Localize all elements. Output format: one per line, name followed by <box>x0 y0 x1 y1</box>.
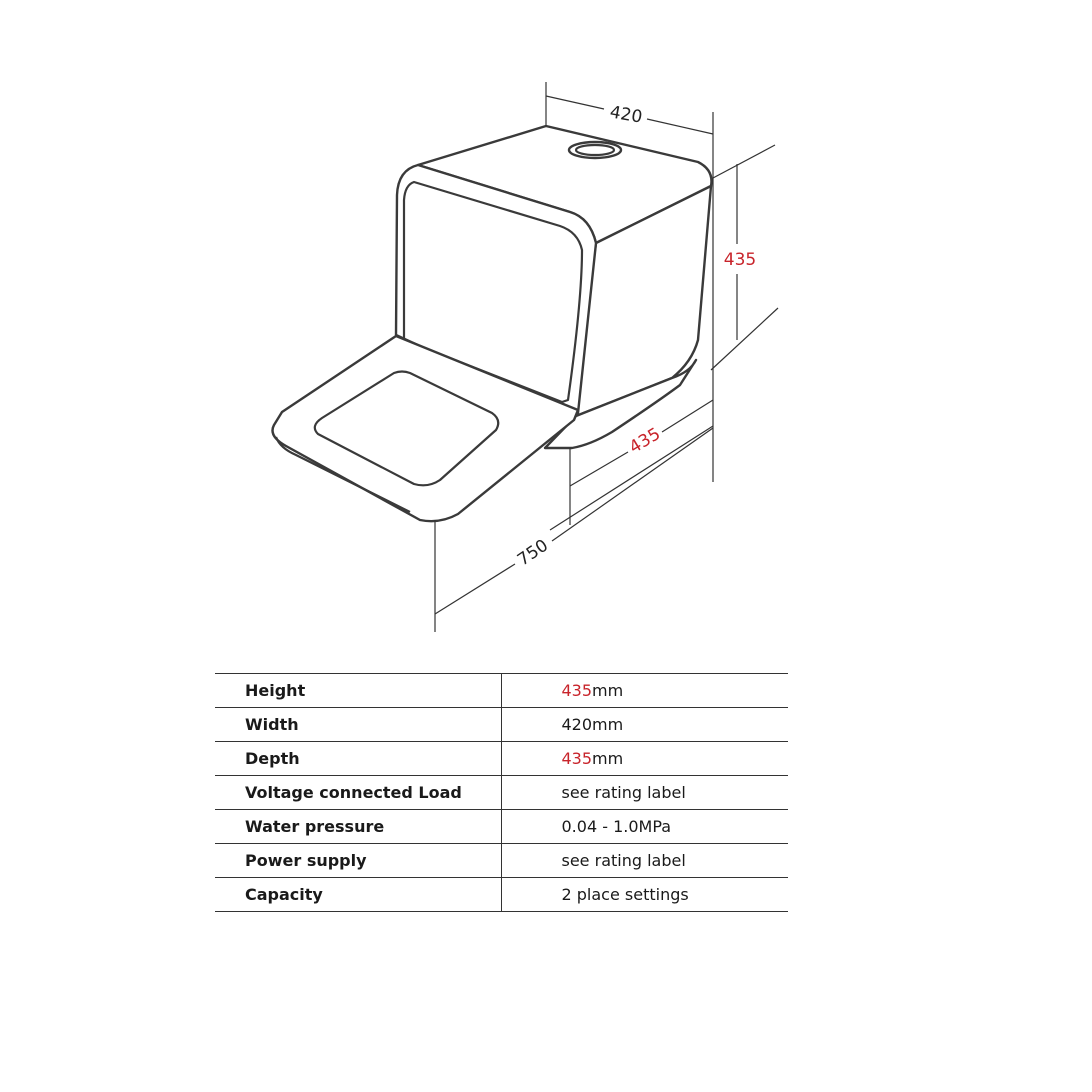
spec-label: Width <box>215 708 501 742</box>
table-row <box>215 708 788 742</box>
spec-value: 435mm <box>501 674 788 708</box>
dim-depth-label: 435 <box>625 424 665 458</box>
spec-value: see rating label <box>501 844 788 878</box>
spec-value: 2 place settings <box>501 878 788 912</box>
spec-label: Voltage connected Load <box>215 776 501 810</box>
spec-value: 435mm <box>501 742 788 776</box>
table-row <box>215 844 788 878</box>
spec-label: Depth <box>215 742 501 776</box>
table-row <box>215 742 788 776</box>
spec-label: Capacity <box>215 878 501 912</box>
spec-value: 0.04 - 1.0MPa <box>501 810 788 844</box>
dim-width-label: 420 <box>608 102 644 128</box>
spec-value: 420mm <box>501 708 788 742</box>
spec-label: Water pressure <box>215 810 501 844</box>
table-row <box>215 878 788 912</box>
spec-value: see rating label <box>501 776 788 810</box>
dim-height-label: 435 <box>723 250 757 270</box>
table-row <box>215 776 788 810</box>
table-row <box>215 674 788 708</box>
spec-label: Height <box>215 674 501 708</box>
spec-label: Power supply <box>215 844 501 878</box>
table-row <box>215 810 788 844</box>
specifications-table <box>215 673 788 912</box>
dim-open-depth-label: 750 <box>513 535 553 571</box>
